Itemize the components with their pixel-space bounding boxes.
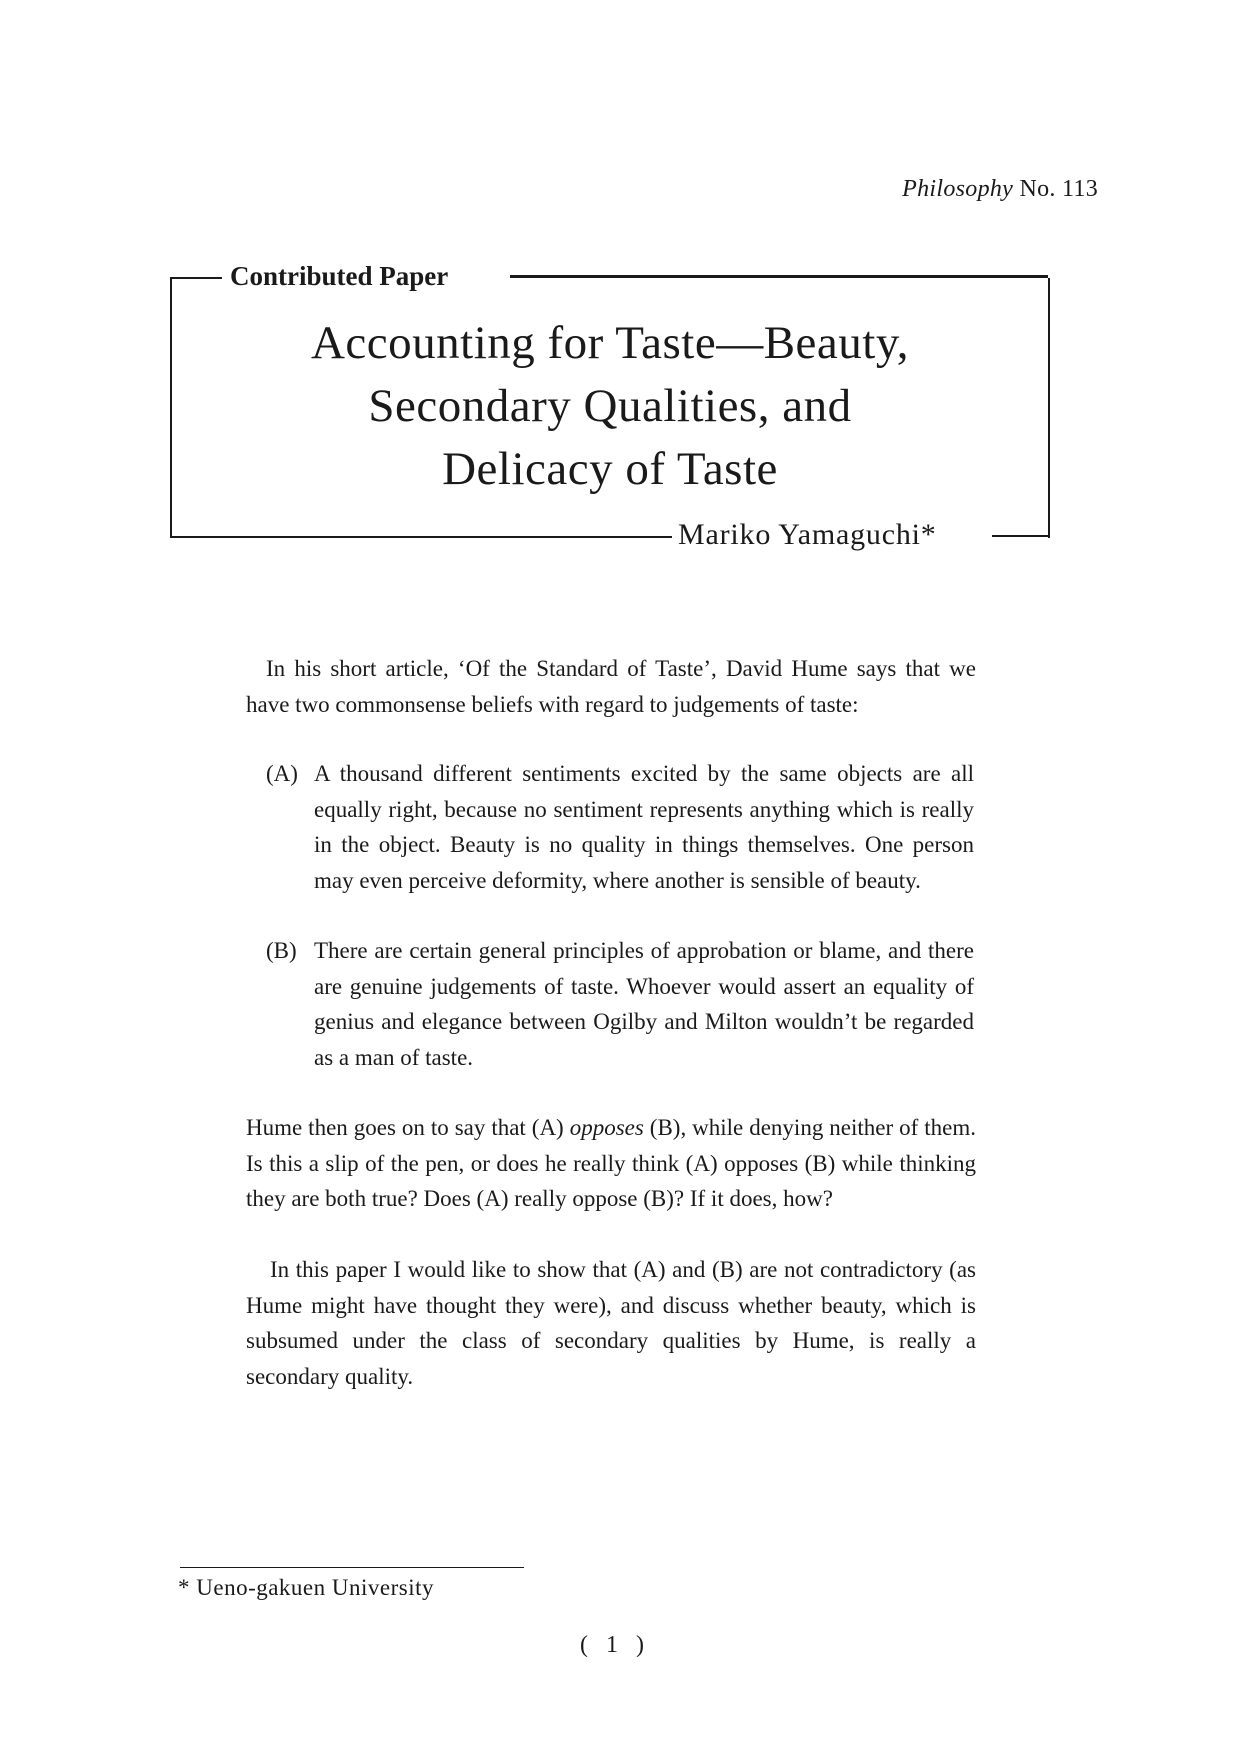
item-text: A thousand different sentiments excited by the same objects are all equally right, because no sentiment represents anything which is really in the object. Beauty is no quality in things themselves. One person may even perceive deformity, where another is sensible of beauty.	[314, 761, 974, 893]
article-title	[230, 312, 990, 501]
journal-title: Philosophy	[902, 176, 1014, 202]
item-label: (B)	[266, 938, 297, 963]
title-line: Delicacy of Taste	[442, 443, 778, 495]
frame-rule-bottom-right	[992, 535, 1048, 537]
item-label: (A)	[266, 761, 298, 786]
body-paragraph	[246, 1110, 976, 1217]
author-name: Mariko Yamaguchi*	[678, 518, 937, 551]
frame-rule-top-right	[510, 275, 1048, 278]
title-line: Secondary Qualities, and	[368, 380, 852, 432]
frame-rule-top-left	[170, 277, 222, 279]
journal-header	[902, 176, 1098, 203]
intro-text: In his short article, ‘Of the Standard of Taste’, David Hume says that we have two commonsense beliefs with regard to judgements of taste:	[246, 656, 976, 717]
paragraph-text: In this paper I would like to show that (A) and (B) are not contradictory (as Hume might have thought they were), and discuss whether beauty, which is subsumed under the class of secondary qualities by Hume, is really a secondary quality.	[246, 1257, 976, 1389]
intro-paragraph	[246, 651, 976, 722]
belief-item-b	[266, 933, 976, 1113]
frame-rule-bottom-left	[170, 536, 672, 538]
footnote: * Ueno-gakuen University	[178, 1575, 434, 1600]
emphasis-text: opposes	[569, 1115, 644, 1140]
body-paragraph	[246, 1252, 976, 1394]
section-label: Contributed Paper	[230, 261, 449, 291]
title-line: Accounting for Taste—Beauty,	[310, 317, 910, 369]
paragraph-text	[246, 1110, 976, 1217]
paragraph-text-part: Hume then goes on to say that (A)	[246, 1115, 570, 1140]
footnote-rule	[180, 1567, 524, 1568]
paragraph-text-part: (B), while denying neither of them. Is this a slip of the pen, or does he really think (A) opposes (B) while thinking they are both true? Does (A) really oppose (B)? If it does, how?	[246, 1115, 976, 1211]
page-number: ( 1 )	[580, 1632, 650, 1658]
item-text: There are certain general principles of approbation or blame, and there are genuine judgements of taste. Whoever would assert an equality of genius and elegance between Ogilby and Milton wouldn’t be regarded as a man of taste.	[314, 938, 974, 1070]
belief-item-a	[266, 756, 976, 936]
journal-number: No. 113	[1019, 176, 1098, 202]
